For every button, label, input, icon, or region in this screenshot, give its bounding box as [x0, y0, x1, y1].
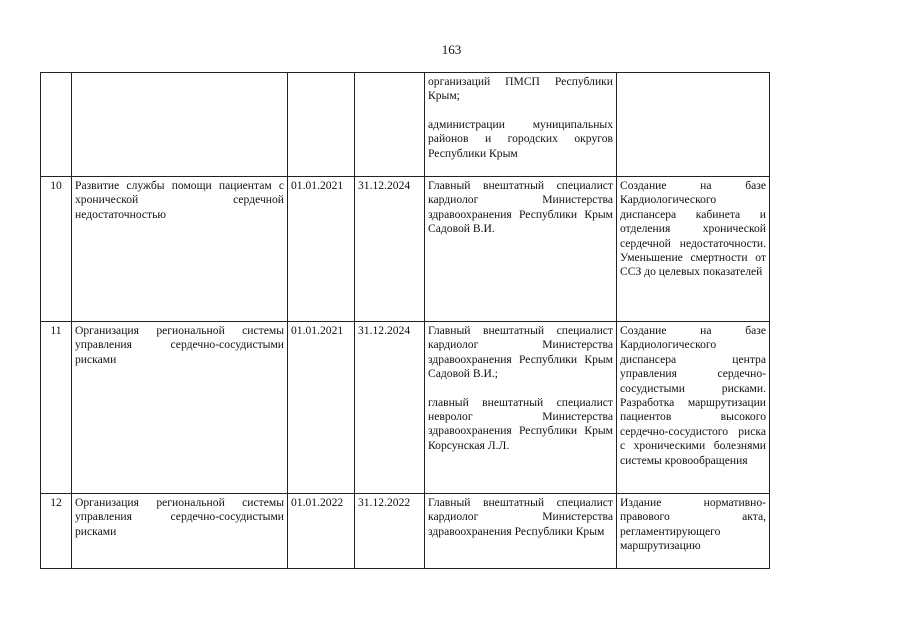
- result-cell: Создание на базе Кардиологического диспансера центра управления сердечно-сосудистыми рисками. Разработка маршрутизации пациентов высокого сердечно-сосудистого риска с хроническими болезнями системы кровообращения: [617, 322, 770, 494]
- measure-title-cell: [72, 73, 288, 177]
- table-row: [41, 494, 770, 569]
- row-number-cell: 12: [41, 494, 72, 569]
- end-date-cell: [355, 73, 425, 177]
- start-date-cell: 01.01.2021: [288, 177, 355, 322]
- responsible-paragraph: Главный внештатный специалист кардиолог Министерства здравоохранения Республики Крым Садовой В.И.;: [428, 324, 613, 381]
- end-date-cell: 31.12.2024: [355, 177, 425, 322]
- responsible-cell: [425, 73, 617, 177]
- responsible-paragraph: организаций ПМСП Республики Крым;: [428, 75, 613, 103]
- result-cell: [617, 73, 770, 177]
- responsible-cell: [425, 494, 617, 569]
- row-number-cell: 10: [41, 177, 72, 322]
- row-number-cell: 11: [41, 322, 72, 494]
- measure-title-cell: Организация региональной системы управления сердечно-сосудистыми рисками: [72, 322, 288, 494]
- responsible-paragraph: Главный внештатный специалист кардиолог Министерства здравоохранения Республики Крым: [428, 496, 613, 538]
- table-row: [41, 73, 770, 177]
- page-number: 163: [441, 42, 462, 57]
- measure-title-cell: Организация региональной системы управления сердечно-сосудистыми рисками: [72, 494, 288, 569]
- row-number-cell: [41, 73, 72, 177]
- end-date-cell: 31.12.2024: [355, 322, 425, 494]
- measures-table: [40, 72, 770, 569]
- start-date-cell: 01.01.2021: [288, 322, 355, 494]
- start-date-cell: 01.01.2022: [288, 494, 355, 569]
- responsible-paragraph: администрации муниципальных районов и городских округов Республики Крым: [428, 117, 613, 160]
- start-date-cell: [288, 73, 355, 177]
- responsible-paragraph: Главный внештатный специалист кардиолог Министерства здравоохранения Республики Крым Садовой В.И.: [428, 179, 613, 236]
- result-cell: Издание нормативно-правового акта, регламентирующего маршрутизацию: [617, 494, 770, 569]
- table-row: [41, 322, 770, 494]
- end-date-cell: 31.12.2022: [355, 494, 425, 569]
- responsible-cell: [425, 177, 617, 322]
- table-row: [41, 177, 770, 322]
- result-cell: Создание на базе Кардиологического диспансера кабинета и отделения хронической сердечной недостаточности. Уменьшение смертности от ССЗ до целевых показателей: [617, 177, 770, 322]
- responsible-cell: [425, 322, 617, 494]
- measure-title-cell: Развитие службы помощи пациентам с хронической сердечной недостаточностью: [72, 177, 288, 322]
- responsible-paragraph: главный внештатный специалист невролог Министерства здравоохранения Республики Крым Корсунская Л.Л.: [428, 395, 613, 452]
